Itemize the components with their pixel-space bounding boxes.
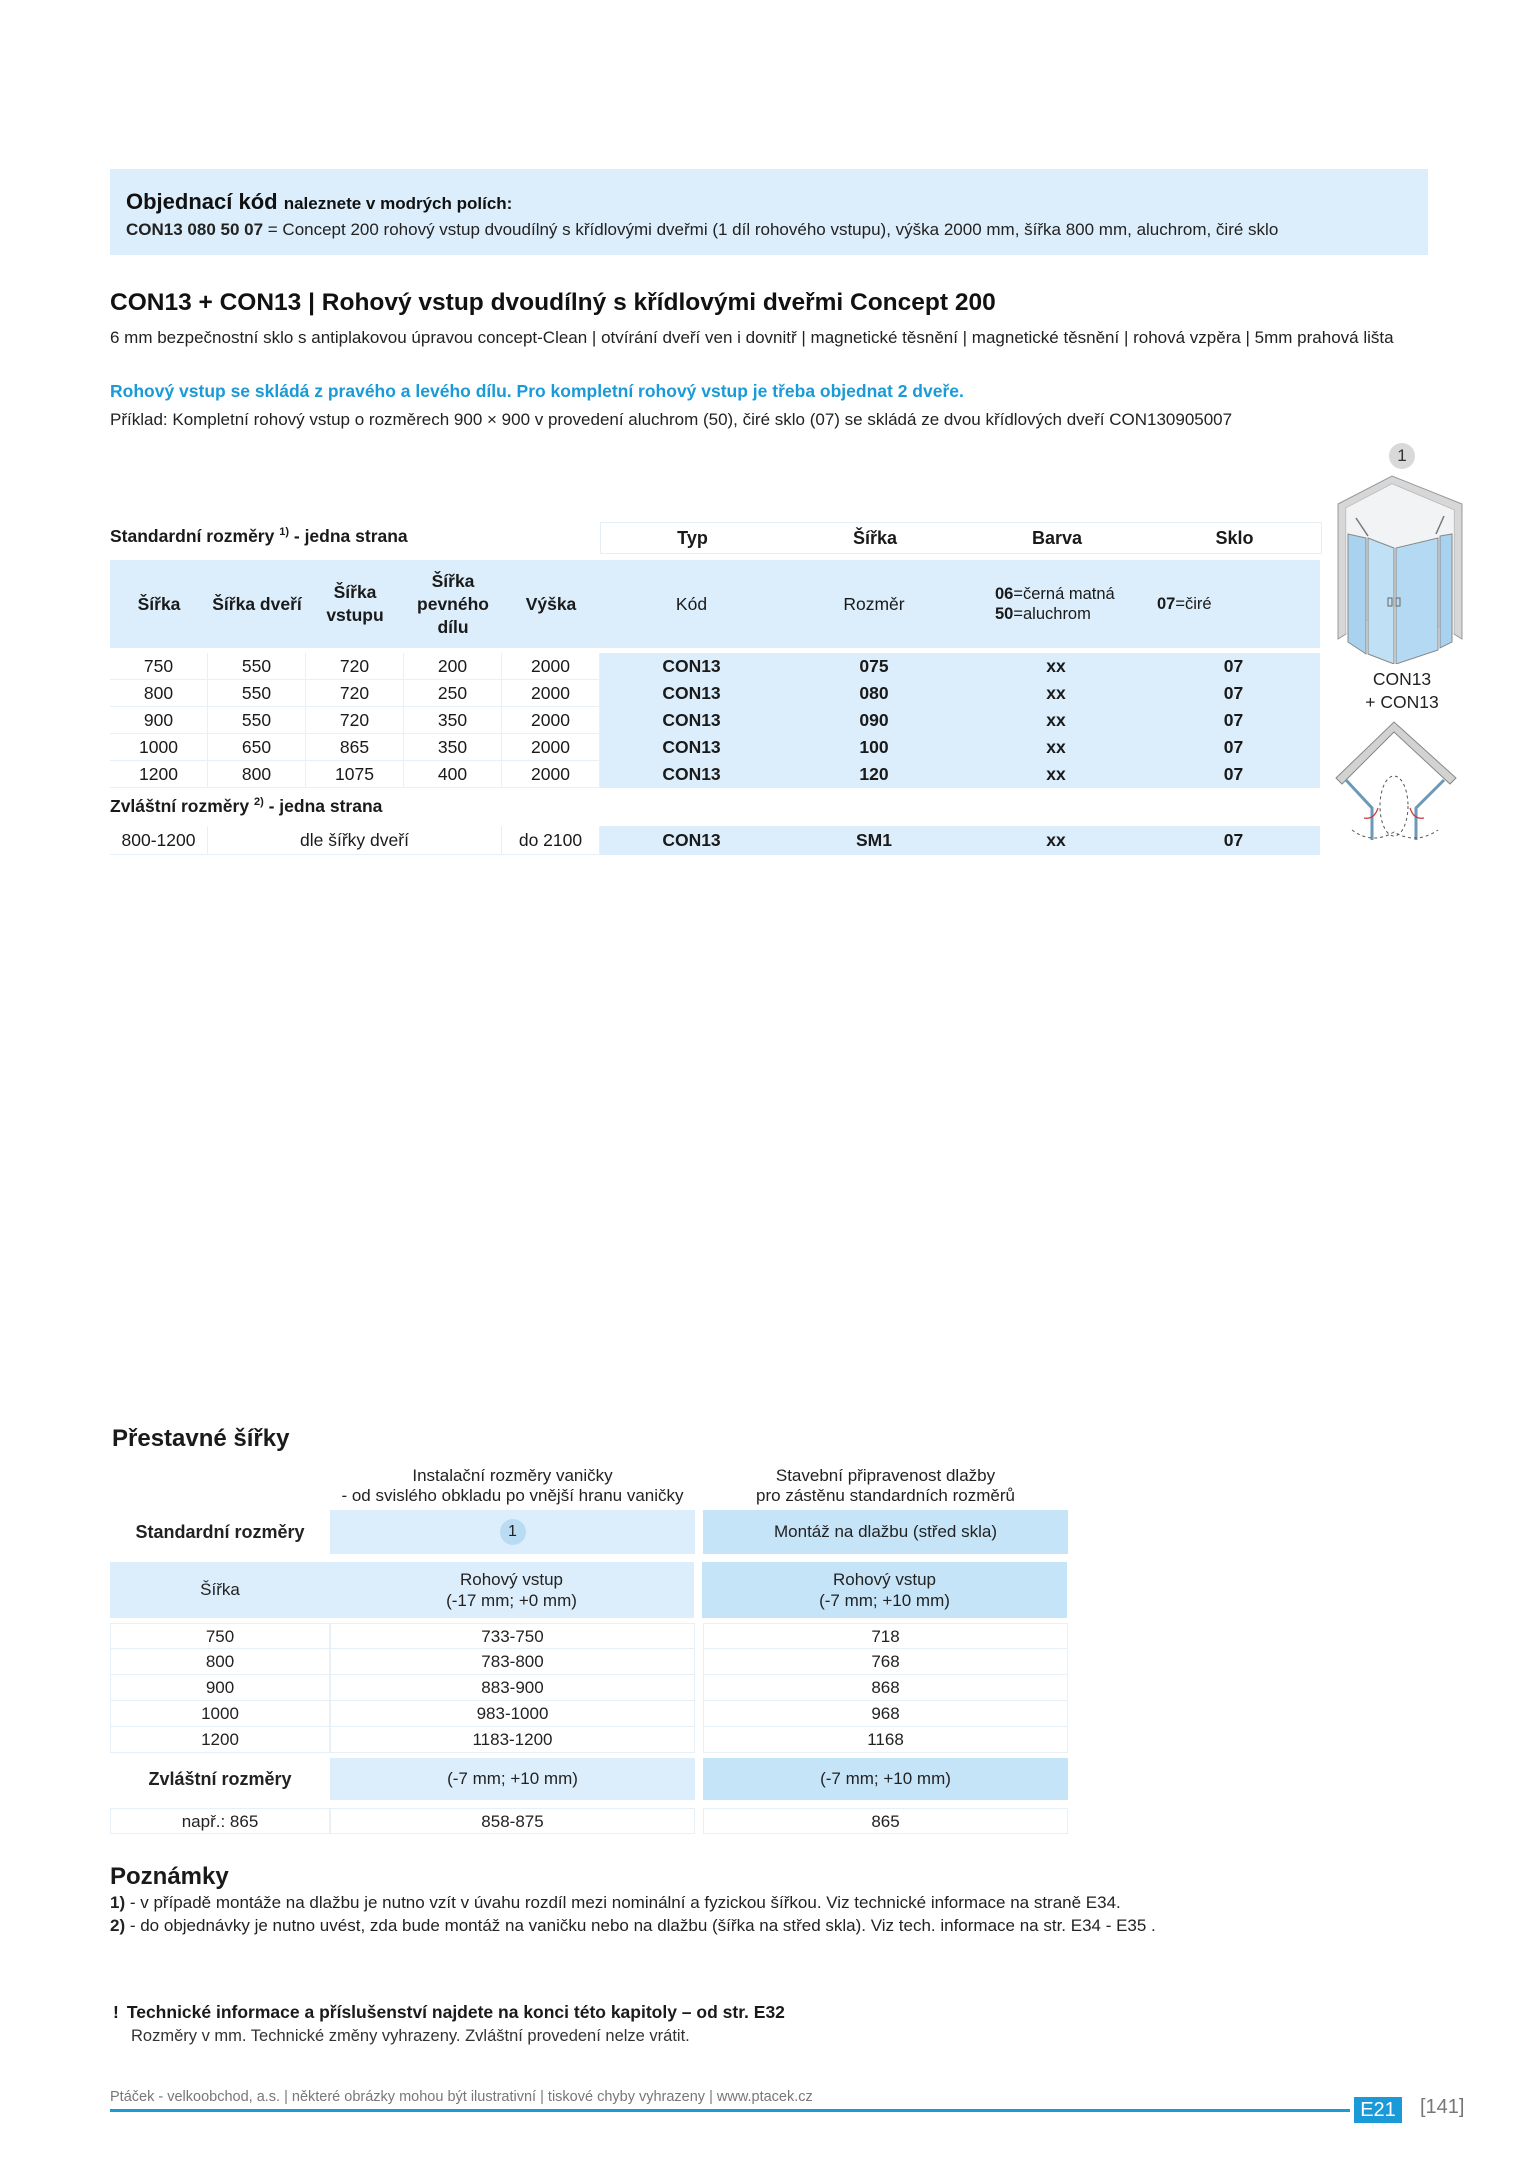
cell-vstup: 865: [306, 734, 404, 761]
col-header-sirka-pevneho: Šířka pevného dílu: [417, 570, 489, 637]
sklo-label: =čiré: [1175, 594, 1212, 613]
cell-rozmer: SM1: [783, 826, 965, 855]
note-2-num: 2): [110, 1916, 126, 1935]
illustration-label: [1340, 668, 1464, 714]
footer-text: Ptáček - velkoobchod, a.s. | některé obrázky mohou být ilustrativní | tiskové chyby vyhrazeny | www.ptacek.cz: [110, 2089, 813, 2105]
table-row: [110, 734, 1320, 761]
col-header-kod: Kód: [675, 593, 708, 614]
adj-standard-a: [330, 1510, 695, 1554]
tech-info-sub: Rozměry v mm. Technické změny vyhrazeny. Zvláštní provedení nelze vrátit.: [131, 2027, 690, 2045]
adj-standard-label: Standardní rozměry: [135, 1522, 305, 1542]
cell-vstup: 720: [306, 653, 404, 680]
cell-vyska: 2000: [502, 734, 600, 761]
adj-cell-sirka: 1200: [110, 1727, 330, 1753]
cell-dvere: 650: [208, 734, 306, 761]
spec-label-suffix: - jedna strana: [263, 796, 383, 816]
col-b-header-line1: Stavební připravenost dlažby: [775, 1466, 996, 1485]
note-2: [110, 1916, 1156, 1936]
tech-info-text: Technické informace a příslušenství najdete na konci této kapitoly – od str. E32: [126, 2002, 785, 2022]
note-1-text: - v případě montáže na dlažbu je nutno vzít v úvahu rozdíl mezi nominální a fyzickou šířkou. Viz technické informace na straně E34.: [125, 1893, 1121, 1912]
spec-label-sup: 2): [253, 796, 264, 809]
variant-badge: 1: [1389, 443, 1415, 469]
cell-pevny: 350: [404, 734, 502, 761]
adj-example-b: 865: [703, 1808, 1068, 1834]
barva-06-code: 06: [995, 585, 1014, 603]
standard-dimensions-label: [110, 526, 408, 547]
cell-vyska: do 2100: [502, 826, 600, 855]
table-row: [110, 1808, 1068, 1834]
barva-06-label: =černá matná: [1013, 585, 1115, 603]
adj-sub-b-line2: (-7 mm; +10 mm): [819, 1591, 950, 1610]
col-b-header: [703, 1466, 1068, 1506]
page-number: [141]: [1420, 2096, 1465, 2118]
col-header-sklo-legend: [1147, 593, 1320, 616]
table-row: [110, 1675, 1068, 1701]
cell-barva: xx: [965, 707, 1147, 734]
adj-standard-b: Montáž na dlažbu (střed skla): [703, 1510, 1068, 1554]
cell-vyska: 2000: [502, 653, 600, 680]
type-header-typ: Typ: [677, 527, 708, 548]
cell-sklo: 07: [1147, 826, 1320, 855]
table-row: [110, 1649, 1068, 1675]
special-dimensions-label: [110, 796, 382, 817]
cell-rozmer: 075: [783, 653, 965, 680]
std-label-sup: 1): [279, 526, 290, 539]
table-header-row: [110, 560, 1320, 648]
cell-barva: xx: [965, 653, 1147, 680]
cell-sklo: 07: [1147, 707, 1320, 734]
cell-dvere: 550: [208, 680, 306, 707]
cell-pevny: 350: [404, 707, 502, 734]
order-code-description: = Concept 200 rohový vstup dvoudílný s křídlovými dveřmi (1 díl rohového vstupu), výška 2000 mm, šířka 800 mm, aluchrom, čiré sklo: [263, 220, 1279, 239]
order-code-example: [126, 220, 1278, 240]
cell-sirka: 800: [110, 680, 208, 707]
standard-rows: [110, 653, 1320, 788]
product-title: CON13 + CON13 | Rohový vstup dvoudílný s křídlovými dveřmi Concept 200: [110, 289, 996, 316]
col-header-sirka: Šířka: [137, 593, 181, 614]
type-header-sklo: Sklo: [1215, 527, 1254, 548]
cell-sklo: 07: [1147, 653, 1320, 680]
std-label-text: Standardní rozměry: [110, 526, 275, 546]
page-code: E21: [1354, 2097, 1402, 2123]
cell-vstup: 720: [306, 680, 404, 707]
adj-cell-a: 733-750: [330, 1623, 695, 1649]
adj-special-b: (-7 mm; +10 mm): [703, 1758, 1068, 1800]
adj-cell-sirka: 900: [110, 1675, 330, 1701]
table-row: [110, 1701, 1068, 1727]
cell-sirka: 800-1200: [110, 826, 208, 855]
product-example: Příklad: Kompletní rohový vstup o rozměrech 900 × 900 v provedení aluchrom (50), čiré sklo (07) se skládá ze dvou křídlových dveří CON130905007: [110, 410, 1233, 429]
cell-typ: CON13: [600, 734, 783, 761]
cell-vyska: 2000: [502, 680, 600, 707]
adj-cell-a: 983-1000: [330, 1701, 695, 1727]
cell-pevny: 400: [404, 761, 502, 788]
sklo-code: 07: [1157, 594, 1176, 613]
adj-cell-a: 783-800: [330, 1649, 695, 1675]
adj-cell-b: 868: [703, 1675, 1068, 1701]
table-row: [110, 653, 1320, 680]
cell-rozmer: 080: [783, 680, 965, 707]
barva-50-label: =aluchrom: [1013, 605, 1091, 623]
cell-pevny: 200: [404, 653, 502, 680]
adjustable-std-row: [110, 1510, 1068, 1554]
table-row: [110, 761, 1320, 788]
cell-dvere: 550: [208, 707, 306, 734]
cell-dvere: dle šířky dveří: [208, 826, 502, 855]
adjustable-sub-header: [110, 1562, 1067, 1618]
std-label-suffix: - jedna strana: [289, 526, 408, 546]
tech-info: [113, 2002, 785, 2023]
cell-barva: xx: [965, 761, 1147, 788]
col-a-header: [330, 1466, 695, 1506]
adj-special-a: (-7 mm; +10 mm): [330, 1758, 695, 1800]
cell-dvere: 550: [208, 653, 306, 680]
special-row: [110, 826, 1320, 855]
cell-vstup: 720: [306, 707, 404, 734]
cell-sirka: 900: [110, 707, 208, 734]
note-1-num: 1): [110, 1893, 126, 1912]
col-header-barva-legend: [965, 584, 1147, 624]
col-header-rozmer: Rozměr: [843, 593, 905, 614]
adj-sub-a-line2: (-17 mm; +0 mm): [446, 1591, 577, 1610]
adj-cell-b: 1168: [703, 1727, 1068, 1753]
cell-rozmer: 090: [783, 707, 965, 734]
cell-vstup: 1075: [306, 761, 404, 788]
table-row: [110, 826, 1320, 855]
cell-pevny: 250: [404, 680, 502, 707]
adj-cell-sirka: 1000: [110, 1701, 330, 1727]
note-1: [110, 1893, 1121, 1913]
col-b-header-line2: pro zástěnu standardních rozměrů: [756, 1486, 1015, 1505]
order-code-value: CON13 080 50 07: [126, 220, 264, 239]
cell-sklo: 07: [1147, 680, 1320, 707]
cell-dvere: 800: [208, 761, 306, 788]
order-title-suffix: naleznete v modrých polích:: [283, 194, 513, 213]
cell-sirka: 1000: [110, 734, 208, 761]
cell-vyska: 2000: [502, 707, 600, 734]
adj-cell-b: 968: [703, 1701, 1068, 1727]
adj-sub-a-line1: Rohový vstup: [460, 1570, 563, 1589]
cell-sklo: 07: [1147, 734, 1320, 761]
notes-title: Poznámky: [110, 1863, 229, 1890]
spec-label-text: Zvláštní rozměry: [110, 796, 250, 816]
adj-example-sirka: např.: 865: [110, 1808, 330, 1834]
order-code-title: [126, 189, 512, 215]
cell-sklo: 07: [1147, 761, 1320, 788]
adj-sub-a: [329, 1562, 694, 1618]
cell-rozmer: 120: [783, 761, 965, 788]
cell-typ: CON13: [600, 761, 783, 788]
table-row: [110, 707, 1320, 734]
adjustable-example-row: [110, 1808, 1068, 1834]
shower-enclosure-icon: [1332, 474, 1468, 664]
cell-typ: CON13: [600, 680, 783, 707]
table-row: [110, 1727, 1068, 1753]
product-note: Rohový vstup se skládá z pravého a levého dílu. Pro kompletní rohový vstup je třeba objednat 2 dveře.: [110, 381, 964, 401]
adj-cell-a: 883-900: [330, 1675, 695, 1701]
adj-example-a: 858-875: [330, 1808, 695, 1834]
col-a-header-line2: - od svislého obkladu po vnější hranu vaničky: [341, 1486, 684, 1505]
adj-sub-label: Šířka: [110, 1562, 330, 1618]
exclamation-icon: !: [113, 2002, 119, 2022]
adj-special-label: Zvláštní rozměry: [148, 1769, 292, 1789]
adjustable-widths-title: Přestavné šířky: [112, 1425, 290, 1452]
adj-sub-b: [702, 1562, 1067, 1618]
order-code-box: [110, 169, 1428, 255]
order-title-main: Objednací kód: [126, 189, 278, 214]
adjustable-rows: [110, 1623, 1068, 1753]
cell-typ: CON13: [600, 707, 783, 734]
cell-barva: xx: [965, 734, 1147, 761]
col-header-sirka-vstupu: Šířka vstupu: [326, 582, 384, 625]
illustration-label-line2: + CON13: [1365, 692, 1439, 712]
adj-sub-b-line1: Rohový vstup: [833, 1570, 936, 1589]
col-header-sirka-dveri: Šířka dveří: [212, 593, 302, 614]
table-row: [110, 680, 1320, 707]
col-header-vyska: Výška: [525, 593, 577, 614]
type-header-row: [600, 522, 1322, 554]
cell-barva: xx: [965, 826, 1147, 855]
table-row: [110, 1623, 1068, 1649]
footer-divider: [110, 2109, 1350, 2112]
adj-cell-sirka: 800: [110, 1649, 330, 1675]
adj-cell-sirka: 750: [110, 1623, 330, 1649]
cell-barva: xx: [965, 680, 1147, 707]
col-a-header-line1: Instalační rozměry vaničky: [412, 1466, 613, 1485]
floor-plan-diagram-icon: [1332, 720, 1468, 850]
type-header-barva: Barva: [1031, 527, 1083, 548]
cell-rozmer: 100: [783, 734, 965, 761]
adj-cell-b: 768: [703, 1649, 1068, 1675]
adj-cell-b: 718: [703, 1623, 1068, 1649]
cell-vyska: 2000: [502, 761, 600, 788]
cell-sirka: 750: [110, 653, 208, 680]
note-2-text: - do objednávky je nutno uvést, zda bude montáž na vaničku nebo na dlažbu (šířka na střed skla). Viz tech. informace na str. E34 - E35 .: [125, 1916, 1156, 1935]
illustration-label-line1: CON13: [1372, 669, 1432, 689]
cell-typ: CON13: [600, 826, 783, 855]
cell-sirka: 1200: [110, 761, 208, 788]
product-description: 6 mm bezpečnostní sklo s antiplakovou úpravou concept-Clean | otvírání dveří ven i dovnitř | magnetické těsnění | magnetické těsnění | rohová vzpěra | 5mm prahová lišta: [110, 328, 1394, 347]
cell-typ: CON13: [600, 653, 783, 680]
barva-50-code: 50: [995, 605, 1014, 623]
type-header-sirka: Šířka: [852, 527, 898, 548]
adjustable-special-row: [110, 1758, 1068, 1800]
variant-badge-small: 1: [500, 1519, 526, 1545]
adj-cell-a: 1183-1200: [330, 1727, 695, 1753]
